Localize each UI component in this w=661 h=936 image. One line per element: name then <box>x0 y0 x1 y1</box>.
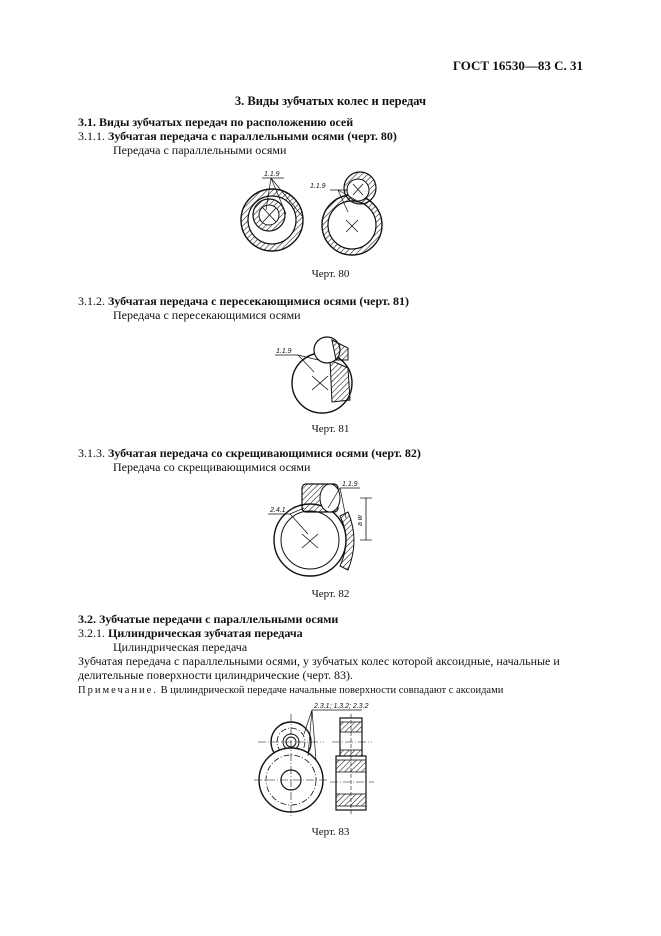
figure-83 <box>252 700 382 820</box>
document-header: ГОСТ 16530—83 С. 31 <box>452 58 583 73</box>
clause-3-2-1-number: 3.2.1. <box>78 626 105 640</box>
clause-3-1-1-term: Передача с параллельными осями <box>113 143 287 157</box>
subsection-3-2 <box>78 612 338 627</box>
note-text: В цилиндрической передаче начальные поверхности совпадают с аксоидами <box>157 685 504 696</box>
clause-3-1-2-title: Зубчатая передача с пересекающимися осями (черт. 81) <box>108 294 410 308</box>
figure-81 <box>270 330 370 420</box>
definition-line-1: Зубчатая передача с параллельными осями, у зубчатых колес которой аксоидные, начальные и <box>78 654 560 668</box>
figure-80-right-gear-pair <box>308 160 398 260</box>
clause-3-1-2 <box>78 294 409 309</box>
clause-3-1-2-term: Передача с пересекающимися осями <box>113 308 301 322</box>
fig83-label: 2.3.1; 1.3.2; 2.3.2 <box>314 703 369 710</box>
clause-3-1-3-title: Зубчатая передача со скрещивающимися осями (черт. 82) <box>108 446 421 460</box>
clause-3-2-1-term: Цилиндрическая передача <box>113 640 248 654</box>
figure-83-caption: Черт. 83 <box>311 826 350 838</box>
note <box>78 685 503 696</box>
fig82-label-a: 1.1.9 <box>342 481 358 488</box>
figure-82-caption: Черт. 82 <box>311 588 350 600</box>
clause-3-2-1 <box>78 626 303 641</box>
subsection-3-2-title: Зубчатые передачи с параллельными осями <box>99 612 339 626</box>
clause-3-1-1-number: 3.1.1. <box>78 129 105 143</box>
fig82-label-aw: a w <box>357 515 364 526</box>
clause-3-1-2-number: 3.1.2. <box>78 294 105 308</box>
fig80-label-left: 1.1.9 <box>264 171 280 178</box>
subsection-3-1-number: 3.1. <box>78 115 96 129</box>
subsection-3-1-title: Виды зубчатых передач по расположению осей <box>99 115 354 129</box>
fig83-side-view <box>330 714 374 814</box>
figure-82 <box>262 478 382 583</box>
definition-line-2: делительные поверхности цилиндрические (черт. 83). <box>78 668 354 682</box>
clause-3-2-1-title: Цилиндрическая зубчатая передача <box>108 626 303 640</box>
note-label: Примечание. <box>78 685 158 696</box>
clause-3-1-3 <box>78 446 421 461</box>
figure-81-caption: Черт. 81 <box>311 423 350 435</box>
clause-3-1-1-title: Зубчатая передача с параллельными осями (черт. 80) <box>108 129 397 143</box>
fig80-label-right: 1.1.9 <box>310 183 326 190</box>
clause-3-1-3-number: 3.1.3. <box>78 446 105 460</box>
fig81-label: 1.1.9 <box>276 348 292 355</box>
section-title: 3. Виды зубчатых колес и передач <box>234 94 427 108</box>
figure-80-caption: Черт. 80 <box>311 268 350 280</box>
fig82-label-b: 2.4.1 <box>270 507 286 514</box>
clause-3-1-3-term: Передача со скрещивающимися осями <box>113 460 311 474</box>
figure-80-left-gear-pair <box>236 170 316 260</box>
subsection-3-2-number: 3.2. <box>78 612 96 626</box>
